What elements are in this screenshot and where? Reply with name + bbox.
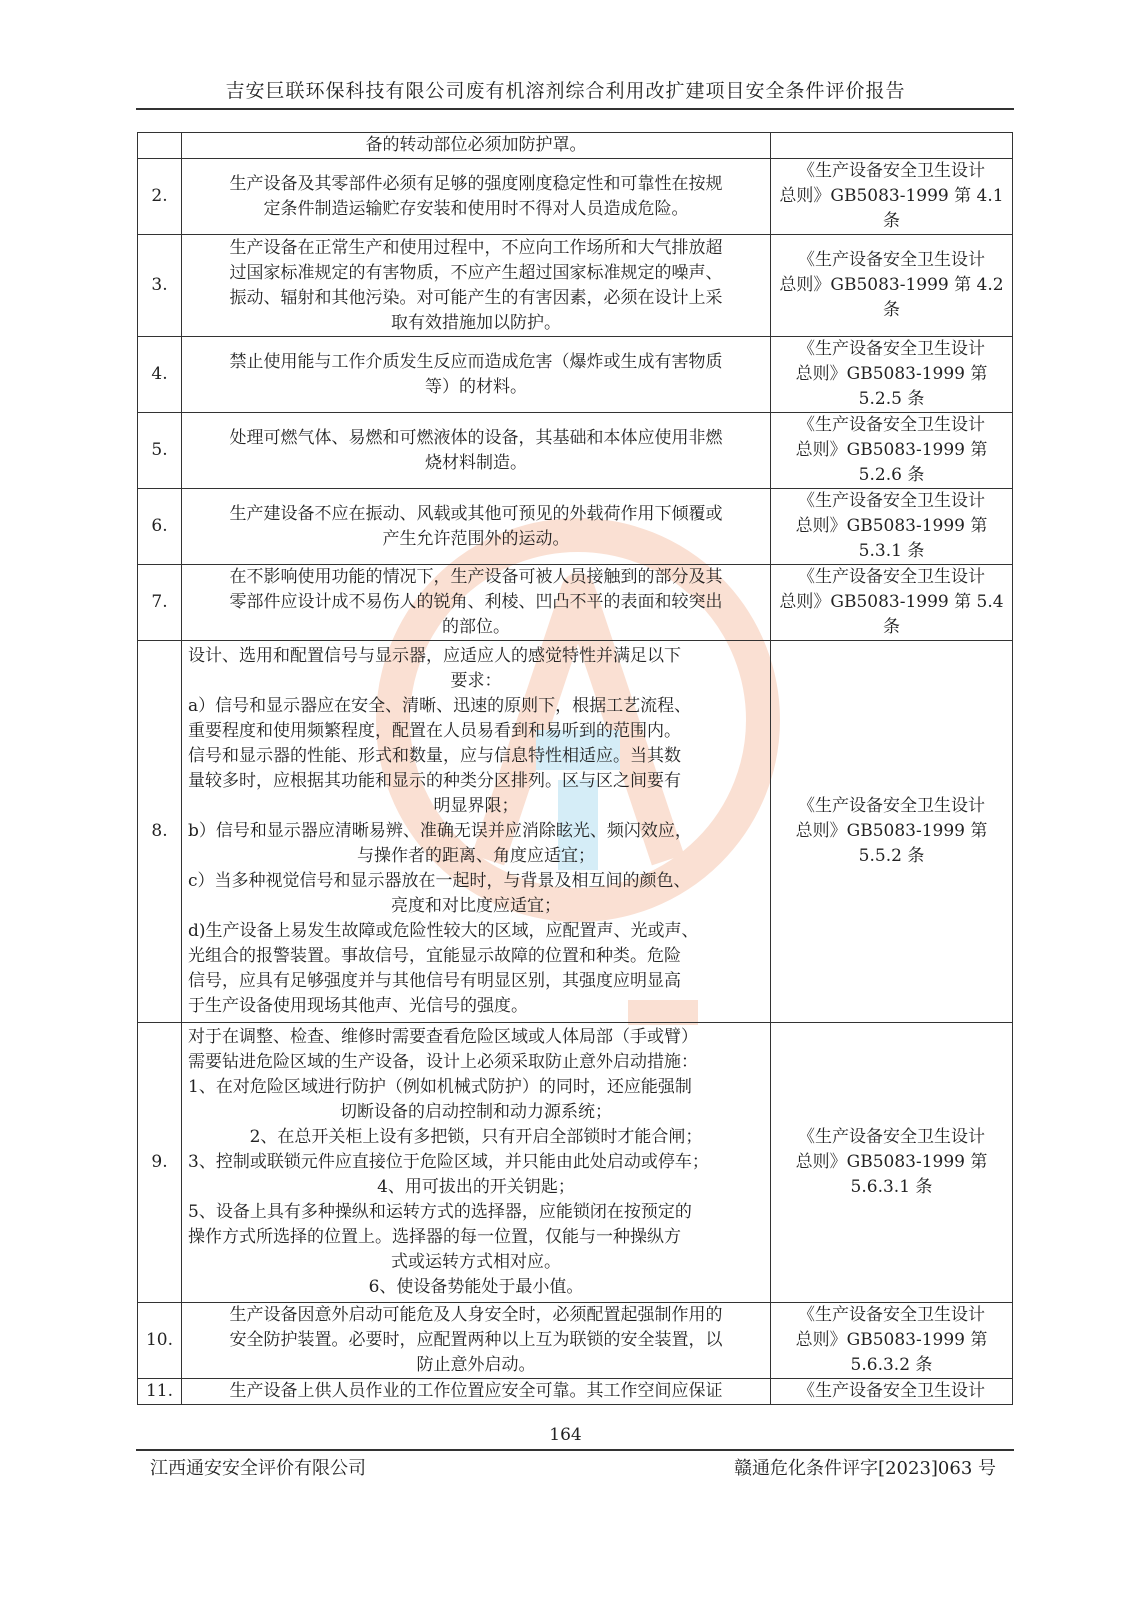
row-number: 10.	[138, 1303, 182, 1379]
requirement-line: 于生产设备使用现场其他声、光信号的强度。	[188, 996, 528, 1016]
footer-divider	[136, 1449, 1014, 1451]
requirement-text	[182, 235, 771, 337]
reference-line: 总则》GB5083-1999 第	[795, 516, 988, 536]
table-row	[138, 413, 1013, 489]
requirement-line: 操作方式所选择的位置上。选择器的每一位置，仅能与一种操纵方	[188, 1227, 681, 1247]
requirement-line: 亮度和对比度应适宜；	[391, 896, 561, 916]
requirement-line: 过国家标准规定的有害物质，不应产生超过国家标准规定的噪声、	[229, 262, 723, 283]
requirement-line: d)生产设备上易发生故障或危险性较大的区域，应配置声、光或声、	[188, 921, 699, 941]
reference-line: 《生产设备安全卫生设计	[798, 1127, 985, 1147]
requirement-line: 生产设备及其零部件必须有足够的强度刚度稳定性和可靠性在按规	[229, 173, 723, 194]
reference-line: 5.3.1 条	[858, 541, 925, 561]
reference-line: 总则》GB5083-1999 第	[795, 821, 988, 841]
safety-requirements-table	[137, 132, 1013, 1405]
reference-line: 5.2.6 条	[858, 465, 925, 485]
row-number: 5.	[138, 413, 182, 489]
reference-line: 总则》GB5083-1999 第 5.4	[779, 592, 1004, 612]
requirement-line: 生产设备上供人员作业的工作位置应安全可靠。其工作空间应保证	[229, 1381, 723, 1401]
standard-reference	[771, 413, 1013, 489]
standard-reference	[771, 1023, 1013, 1303]
requirement-line: 防止意外启动。	[416, 1355, 536, 1375]
row-number: 7.	[138, 565, 182, 641]
row-number: 8.	[138, 641, 182, 1023]
reference-line: 《生产设备安全卫生设计	[798, 415, 985, 435]
reference-line: 总则》GB5083-1999 第	[795, 440, 988, 460]
requirement-line: 取有效措施加以防护。	[391, 312, 561, 333]
requirement-line: 6、使设备势能处于最小值。	[368, 1277, 584, 1297]
header-divider	[136, 108, 1014, 110]
standard-reference	[771, 159, 1013, 235]
reference-line: 5.6.3.1 条	[850, 1177, 933, 1197]
standard-reference	[771, 489, 1013, 565]
reference-line: 总则》GB5083-1999 第 4.2	[779, 275, 1004, 295]
reference-line: 《生产设备安全卫生设计	[798, 1381, 985, 1401]
requirement-line: 的部位。	[442, 617, 510, 637]
requirement-line: 1、在对危险区域进行防护（例如机械式防护）的同时，还应能强制	[188, 1077, 692, 1097]
reference-line: 《生产设备安全卫生设计	[798, 339, 985, 359]
requirement-text	[182, 337, 771, 413]
requirement-line: 光组合的报警装置。事故信号，宜能显示故障的位置和种类。危险	[188, 946, 681, 966]
requirement-line: 与操作者的距离、角度应适宜；	[357, 846, 595, 866]
requirement-line: 烧材料制造。	[425, 452, 527, 473]
footer-doc-number: 赣通危化条件评字[2023]063 号	[734, 1458, 996, 1479]
standard-reference	[771, 565, 1013, 641]
row-number	[138, 133, 182, 159]
table-row	[138, 1379, 1013, 1405]
requirement-text	[182, 133, 771, 159]
footer-company: 江西通安安全评价有限公司	[150, 1458, 366, 1479]
requirement-line: 5、设备上具有多种操纵和运转方式的选择器，应能锁闭在按预定的	[188, 1202, 692, 1222]
requirement-line: b）信号和显示器应清晰易辨、准确无误并应消除眩光、频闪效应，	[188, 821, 692, 841]
requirement-text	[182, 489, 771, 565]
reference-line: 总则》GB5083-1999 第	[795, 1330, 988, 1350]
reference-line: 《生产设备安全卫生设计	[798, 796, 985, 816]
requirement-line: 备的转动部位必须加防护罩。	[365, 135, 587, 155]
requirement-line: 量较多时，应根据其功能和显示的种类分区排列。区与区之间要有	[188, 771, 681, 791]
reference-line: 《生产设备安全卫生设计	[798, 1305, 985, 1325]
reference-line: 条	[883, 211, 900, 231]
reference-line: 总则》GB5083-1999 第	[795, 364, 988, 384]
page-header-title: 吉安巨联环保科技有限公司废有机溶剂综合利用改扩建项目安全条件评价报告	[225, 80, 906, 102]
reference-line: 5.5.2 条	[858, 846, 925, 866]
row-number: 2.	[138, 159, 182, 235]
standard-reference	[771, 641, 1013, 1023]
reference-line: 5.6.3.2 条	[850, 1355, 933, 1375]
table-row	[138, 565, 1013, 641]
reference-line: 条	[883, 300, 900, 320]
standard-reference	[771, 235, 1013, 337]
requirement-line: 式或运转方式相对应。	[391, 1252, 561, 1272]
table-row	[138, 159, 1013, 235]
requirement-line: 信号，应具有足够强度并与其他信号有明显区别，其强度应明显高	[188, 971, 681, 991]
reference-line: 总则》GB5083-1999 第 4.1	[779, 186, 1004, 206]
requirement-line: 要求：	[450, 671, 502, 691]
requirement-line: 切断设备的启动控制和动力源系统；	[340, 1102, 612, 1122]
table-row	[138, 641, 1013, 1023]
requirement-line: a）信号和显示器应在安全、清晰、迅速的原则下，根据工艺流程、	[188, 696, 692, 716]
requirement-line: 生产设备因意外启动可能危及人身安全时，必须配置起强制作用的	[229, 1305, 723, 1325]
table-row	[138, 1023, 1013, 1303]
requirement-line: 需要钻进危险区域的生产设备，设计上必须采取防止意外启动措施：	[188, 1052, 698, 1072]
reference-line: 《生产设备安全卫生设计	[798, 250, 985, 270]
reference-line: 《生产设备安全卫生设计	[798, 161, 985, 181]
standard-reference	[771, 1379, 1013, 1405]
requirement-line: 在不影响使用功能的情况下，生产设备可被人员接触到的部分及其	[229, 567, 723, 587]
requirement-line: 禁止使用能与工作介质发生反应而造成危害（爆炸或生成有害物质	[229, 351, 723, 372]
table-row	[138, 133, 1013, 159]
requirement-text	[182, 413, 771, 489]
reference-line: 《生产设备安全卫生设计	[798, 567, 985, 587]
requirement-line: 安全防护装置。必要时，应配置两种以上互为联锁的安全装置，以	[229, 1330, 723, 1350]
reference-line: 《生产设备安全卫生设计	[798, 491, 985, 511]
row-number: 6.	[138, 489, 182, 565]
requirement-line: 设计、选用和配置信号与显示器，应适应人的感觉特性并满足以下	[188, 646, 681, 666]
reference-line: 5.2.5 条	[858, 389, 925, 409]
table-row	[138, 235, 1013, 337]
requirement-text	[182, 565, 771, 641]
requirement-line: 生产建设备不应在振动、风载或其他可预见的外载荷作用下倾覆或	[229, 503, 723, 524]
requirement-line: 等）的材料。	[425, 376, 527, 397]
requirement-line: 产生允许范围外的运动。	[382, 528, 570, 549]
requirement-line: 对于在调整、检查、维修时需要查看危险区域或人体局部（手或臂）	[188, 1027, 698, 1047]
table-row	[138, 489, 1013, 565]
table-row	[138, 337, 1013, 413]
requirement-text	[182, 1023, 771, 1303]
requirement-text	[182, 1379, 771, 1405]
reference-line: 条	[883, 617, 900, 637]
requirement-line: c）当多种视觉信号和显示器放在一起时，与背景及相互间的颜色、	[188, 871, 691, 891]
table-row	[138, 1303, 1013, 1379]
page-number: 164	[549, 1425, 582, 1445]
row-number: 3.	[138, 235, 182, 337]
reference-line: 总则》GB5083-1999 第	[795, 1152, 988, 1172]
standard-reference	[771, 133, 1013, 159]
requirement-text	[182, 641, 771, 1023]
requirement-line: 3、控制或联锁元件应直接位于危险区域，并只能由此处启动或停车；	[188, 1152, 709, 1172]
requirement-line: 明显界限；	[433, 796, 519, 816]
requirement-line: 4、用可拔出的开关钥匙；	[377, 1177, 575, 1197]
requirement-line: 2、在总开关柜上设有多把锁，只有开启全部锁时才能合闸；	[249, 1127, 703, 1147]
requirement-line: 定条件制造运输贮存安装和使用时不得对人员造成危险。	[263, 198, 689, 219]
row-number: 11.	[138, 1379, 182, 1405]
requirement-text	[182, 1303, 771, 1379]
requirement-line: 重要程度和使用频繁程度，配置在人员易看到和易听到的范围内。	[188, 721, 681, 741]
requirement-text	[182, 159, 771, 235]
requirement-line: 生产设备在正常生产和使用过程中，不应向工作场所和大气排放超	[229, 237, 723, 258]
requirement-line: 零部件应设计成不易伤人的锐角、利棱、凹凸不平的表面和较突出	[229, 592, 723, 612]
standard-reference	[771, 337, 1013, 413]
row-number: 9.	[138, 1023, 182, 1303]
requirement-line: 振动、辐射和其他污染。对可能产生的有害因素，必须在设计上采	[229, 287, 723, 308]
standard-reference	[771, 1303, 1013, 1379]
row-number: 4.	[138, 337, 182, 413]
requirement-line: 处理可燃气体、易燃和可燃液体的设备，其基础和本体应使用非燃	[229, 427, 723, 448]
requirement-line: 信号和显示器的性能、形式和数量，应与信息特性相适应。当其数	[188, 746, 681, 766]
